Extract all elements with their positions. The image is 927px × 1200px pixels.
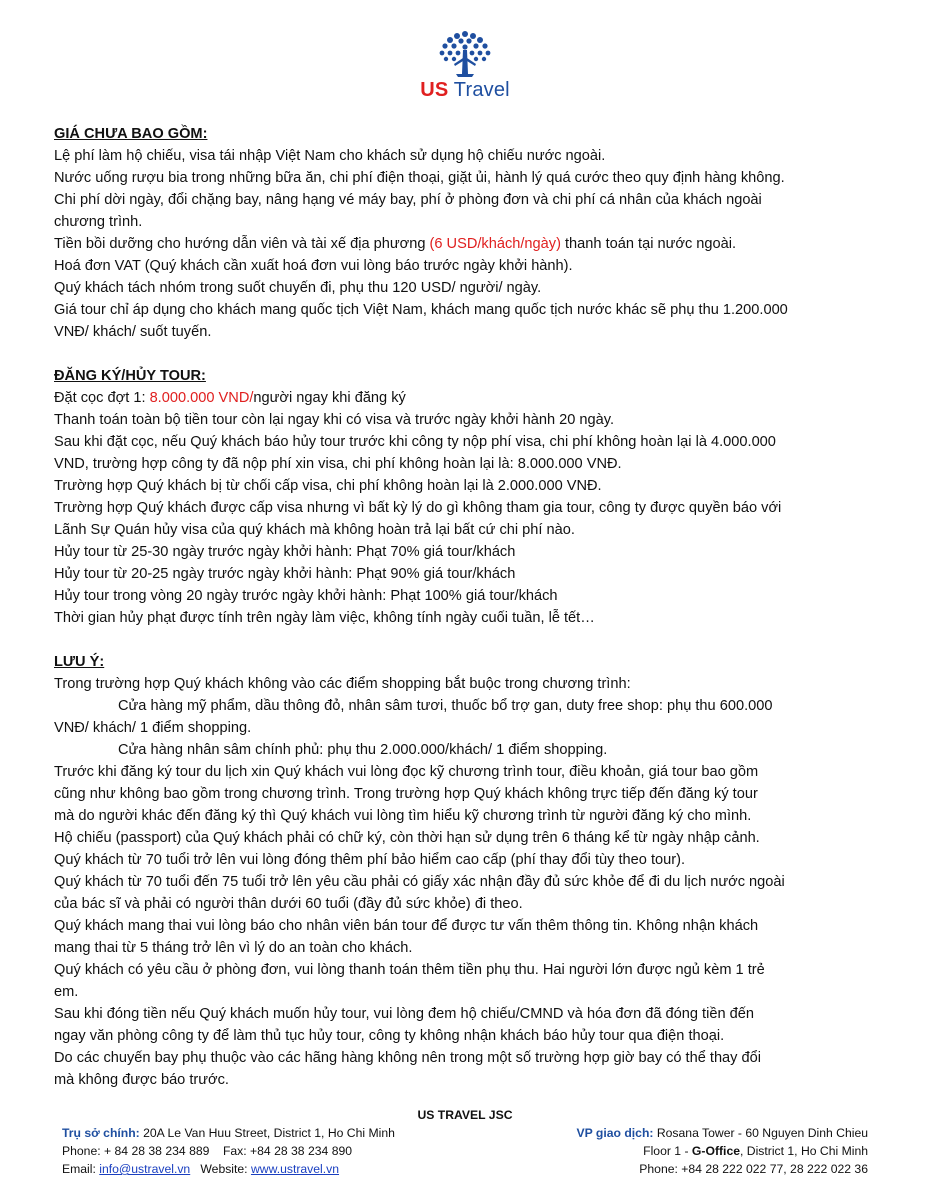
text-line: Trong trường hợp Quý khách không vào các điểm shopping bắt buộc trong chương trình: [54,676,631,692]
logo-travel: Travel [453,79,510,101]
text-line: của bác sĩ và phải có người thân dưới 60 tuổi (đầy đủ sức khỏe) đi theo. [54,896,523,912]
page-footer [62,1106,868,1178]
text-line: Sau khi đóng tiền nếu Quý khách muốn hủy tour, vui lòng đem hộ chiếu/CMND và hóa đơn đã đóng tiền đến [54,1006,754,1022]
section-heading-price-excludes: GIÁ CHƯA BAO GỒM: [54,126,208,142]
text-line: em. [54,984,79,1000]
text-line: Cửa hàng mỹ phẩm, dầu thông đỏ, nhân sâm tươi, thuốc bổ trợ gan, duty free shop: phụ thu 600.000 [118,698,773,714]
head-office-label: Trụ sở chính: [62,1126,140,1140]
footer-line [576,1142,868,1160]
text-line: Nước uống rượu bia trong những bữa ăn, chi phí điện thoại, giặt ủi, hành lý quá cước theo quy định hàng không. [54,170,785,186]
floor-district: , District 1, Ho Chi Minh [740,1144,868,1158]
text-line [54,233,874,255]
website-label: Website: [190,1162,251,1176]
text-line: Quý khách tách nhóm trong suốt chuyến đi, phụ thu 120 USD/ người/ ngày. [54,280,542,296]
tree-icon [430,28,500,78]
text-line: Lệ phí làm hộ chiếu, visa tái nhập Việt Nam cho khách sử dụng hộ chiếu nước ngoài. [54,148,606,164]
office-address: Rosana Tower - 60 Nguyen Dinh Chieu [653,1126,868,1140]
text-line: Trường hợp Quý khách được cấp visa nhưng vì bất kỳ lý do gì không tham gia tour, công ty được quyền báo với [54,500,782,516]
footer-line [62,1160,395,1178]
floor-office-name: G-Office [691,1144,740,1158]
text-line: Thanh toán toàn bộ tiền tour còn lại ngay khi có visa và trước ngày khởi hành 20 ngày. [54,412,615,428]
text-line: ngay văn phòng công ty để làm thủ tục hủy tour, công ty không nhận khách báo hủy tour qua điện thoại. [54,1028,725,1044]
text-line: Hủy tour từ 25-30 ngày trước ngày khởi hành: Phạt 70% giá tour/khách [54,544,516,560]
text-line: Quý khách mang thai vui lòng báo cho nhân viên bán tour để được tư vấn thêm thông tin. Không nhận khách [54,918,759,934]
text-line: chương trình. [54,214,143,230]
text-line: Trước khi đăng ký tour du lịch xin Quý khách vui lòng đọc kỹ chương trình tour, điều khoản, giá tour bao gồm [54,764,759,780]
footer-transaction-office [576,1124,868,1178]
text-line: Do các chuyến bay phụ thuộc vào các hãng hàng không nên trong một số trường hợp giờ bay có thể thay đổi [54,1050,761,1066]
document-body [54,123,874,1091]
footer-head-office [62,1124,395,1178]
text-line: Hủy tour trong vòng 20 ngày trước ngày khởi hành: Phạt 100% giá tour/khách [54,588,558,604]
section-heading-register-cancel: ĐĂNG KÝ/HỦY TOUR: [54,368,206,384]
text-line: Sau khi đặt cọc, nếu Quý khách báo hủy tour trước khi công ty nộp phí visa, chi phí không hoàn lại là 4.000.000 [54,434,776,450]
highlight-text: (6 USD/khách/ngày) [429,236,561,252]
text-line: Chi phí dời ngày, đổi chặng bay, nâng hạng vé máy bay, phí ở phòng đơn và chi phí cá nhân của khách ngoài [54,192,762,208]
text-line: Quý khách từ 70 tuổi trở lên vui lòng đóng thêm phí bảo hiểm cao cấp (phí thay đổi tùy theo tour). [54,852,686,868]
email-link[interactable]: info@ustravel.vn [99,1162,191,1176]
text-line: mang thai từ 5 tháng trở lên vì lý do an toàn cho khách. [54,940,413,956]
text-line: Quý khách có yêu cầu ở phòng đơn, vui lòng thanh toán thêm tiền phụ thu. Hai người lớn được ngủ kèm 1 trẻ [54,962,765,978]
text-span: Đặt cọc đợt 1: [54,390,150,406]
text-span: người ngay khi đăng ký [253,390,406,406]
footer-phone-fax: Phone: + 84 28 38 234 889 Fax: +84 28 38 234 890 [62,1144,353,1158]
text-line: Cửa hàng nhân sâm chính phủ: phụ thu 2.000.000/khách/ 1 điểm shopping. [118,742,608,758]
footer-line [576,1124,868,1142]
logo-us: US [420,79,449,101]
text-line: mà do người khác đến đăng ký thì Quý khách vui lòng tìm hiểu kỹ chương trình từ người đăng ký cho mình. [54,808,752,824]
text-line: Hoá đơn VAT (Quý khách cần xuất hoá đơn vui lòng báo trước ngày khởi hành). [54,258,573,274]
text-line: mà không được báo trước. [54,1072,229,1088]
text-line: VNĐ/ khách/ 1 điểm shopping. [54,720,252,736]
text-line: VND, trường hợp công ty đã nộp phí xin visa, chi phí không hoàn lại là: 8.000.000 VNĐ. [54,456,622,472]
footer-line [62,1124,395,1142]
text-line [54,387,874,409]
text-line: Hủy tour từ 20-25 ngày trước ngày khởi hành: Phạt 90% giá tour/khách [54,566,516,582]
email-label: Email: [62,1162,100,1176]
website-link[interactable]: www.ustravel.vn [250,1162,340,1176]
text-line: Hộ chiếu (passport) của Quý khách phải có chữ ký, còn thời hạn sử dụng trên 6 tháng kể từ ngày nhập cảnh. [54,830,760,846]
logo-text [410,80,520,100]
text-span: thanh toán tại nước ngoài. [560,236,737,252]
section-heading-notes: LƯU Ý: [54,654,105,670]
floor-text: Floor 1 - [643,1144,692,1158]
text-line: Trường hợp Quý khách bị từ chối cấp visa, chi phí không hoàn lại là 2.000.000 VNĐ. [54,478,602,494]
text-line: cũng như không bao gồm trong chương trình. Trong trường hợp Quý khách không trực tiếp đến đăng ký tour [54,786,758,802]
text-line: Quý khách từ 70 tuổi đến 75 tuổi trở lên yêu cầu phải có giấy xác nhận đầy đủ sức khỏe để đi du lịch nước ngoài [54,874,785,890]
head-office-address: 20A Le Van Huu Street, District 1, Ho Chi Minh [139,1126,395,1140]
text-line: Thời gian hủy phạt được tính trên ngày làm việc, không tính ngày cuối tuần, lễ tết… [54,610,595,626]
highlight-text: 8.000.000 VND/ [149,390,254,406]
text-line: Giá tour chỉ áp dụng cho khách mang quốc tịch Việt Nam, khách mang quốc tịch nước khác sẽ phụ thu 1.200.000 [54,302,788,318]
office-phone: Phone: +84 28 222 022 77, 28 222 022 36 [639,1162,868,1176]
text-line: VNĐ/ khách/ suốt tuyến. [54,324,212,340]
text-span: Tiền bồi dưỡng cho hướng dẫn viên và tài xế địa phương [54,236,430,252]
footer-company-name: US TRAVEL JSC [417,1108,513,1122]
office-label: VP giao dịch: [576,1126,654,1140]
company-logo [410,28,520,102]
text-line: Lãnh Sự Quán hủy visa của quý khách mà không hoàn trả lại bất cứ chi phí nào. [54,522,575,538]
